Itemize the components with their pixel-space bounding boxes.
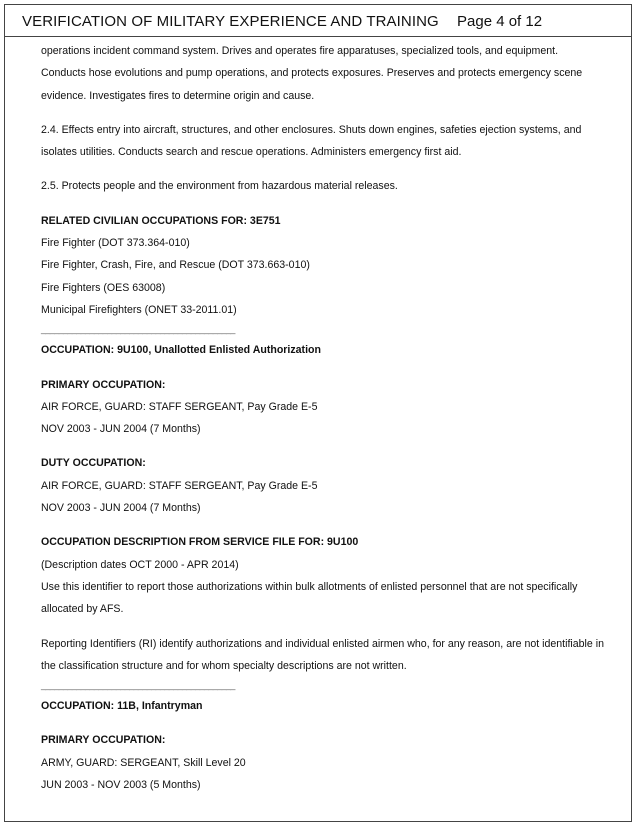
description-heading: OCCUPATION DESCRIPTION FROM SERVICE FILE FOR: 9U100 bbox=[41, 536, 359, 549]
body-line: Use this identifier to report those authorizations within bulk allotments of enlisted personnel that are not specifically bbox=[41, 580, 578, 593]
page-number: Page 4 of 12 bbox=[457, 13, 543, 30]
occupation-dates: NOV 2003 - JUN 2004 (7 Months) bbox=[41, 502, 201, 515]
related-occupations-heading: RELATED CIVILIAN OCCUPATIONS FOR: 3E751 bbox=[41, 214, 281, 227]
primary-occupation-heading: PRIMARY OCCUPATION: bbox=[41, 378, 166, 391]
section-divider: ____________________________________________ bbox=[41, 680, 235, 691]
document-body bbox=[41, 40, 611, 796]
body-line: 2.5. Protects people and the environment from hazardous material releases. bbox=[41, 180, 398, 193]
related-occupation-item: Fire Fighter, Crash, Fire, and Rescue (DOT 373.663-010) bbox=[41, 259, 310, 272]
occupation-line: ARMY, GUARD: SERGEANT, Skill Level 20 bbox=[41, 756, 246, 769]
occupation-line: AIR FORCE, GUARD: STAFF SERGEANT, Pay Grade E-5 bbox=[41, 479, 318, 492]
body-line: allocated by AFS. bbox=[41, 603, 124, 616]
occupation-dates: JUN 2003 - NOV 2003 (5 Months) bbox=[41, 779, 201, 792]
body-line: 2.4. Effects entry into aircraft, structures, and other enclosures. Shuts down engines, safeties ejection systems, and bbox=[41, 123, 582, 136]
body-line: evidence. Investigates fires to determine origin and cause. bbox=[41, 89, 315, 102]
related-occupation-item: Municipal Firefighters (ONET 33-2011.01) bbox=[41, 303, 237, 316]
body-line: Conducts hose evolutions and pump operations, and protects exposures. Preserves and protects emergency scene bbox=[41, 67, 583, 80]
document-title: VERIFICATION OF MILITARY EXPERIENCE AND TRAINING bbox=[22, 13, 439, 30]
occupation-heading: OCCUPATION: 11B, Infantryman bbox=[41, 700, 203, 713]
body-line: the classification structure and for whom specialty descriptions are not written. bbox=[41, 659, 407, 672]
duty-occupation-heading: DUTY OCCUPATION: bbox=[41, 457, 146, 470]
occupation-line: AIR FORCE, GUARD: STAFF SERGEANT, Pay Grade E-5 bbox=[41, 400, 318, 413]
section-divider: ____________________________________________ bbox=[41, 324, 235, 335]
related-occupation-item: Fire Fighters (OES 63008) bbox=[41, 281, 166, 294]
description-dates: (Description dates OCT 2000 - APR 2014) bbox=[41, 558, 239, 571]
body-line: operations incident command system. Drives and operates fire apparatuses, specialized tools, and equipment. bbox=[41, 45, 559, 57]
related-occupation-item: Fire Fighter (DOT 373.364-010) bbox=[41, 237, 190, 250]
body-line: isolates utilities. Conducts search and rescue operations. Administers emergency first aid. bbox=[41, 146, 462, 159]
page-header bbox=[4, 4, 632, 37]
occupation-dates: NOV 2003 - JUN 2004 (7 Months) bbox=[41, 423, 201, 436]
body-line: Reporting Identifiers (RI) identify authorizations and individual enlisted airmen who, for any reason, are not identifiable in bbox=[41, 637, 604, 650]
primary-occupation-heading: PRIMARY OCCUPATION: bbox=[41, 734, 166, 747]
occupation-heading: OCCUPATION: 9U100, Unallotted Enlisted Authorization bbox=[41, 344, 321, 357]
